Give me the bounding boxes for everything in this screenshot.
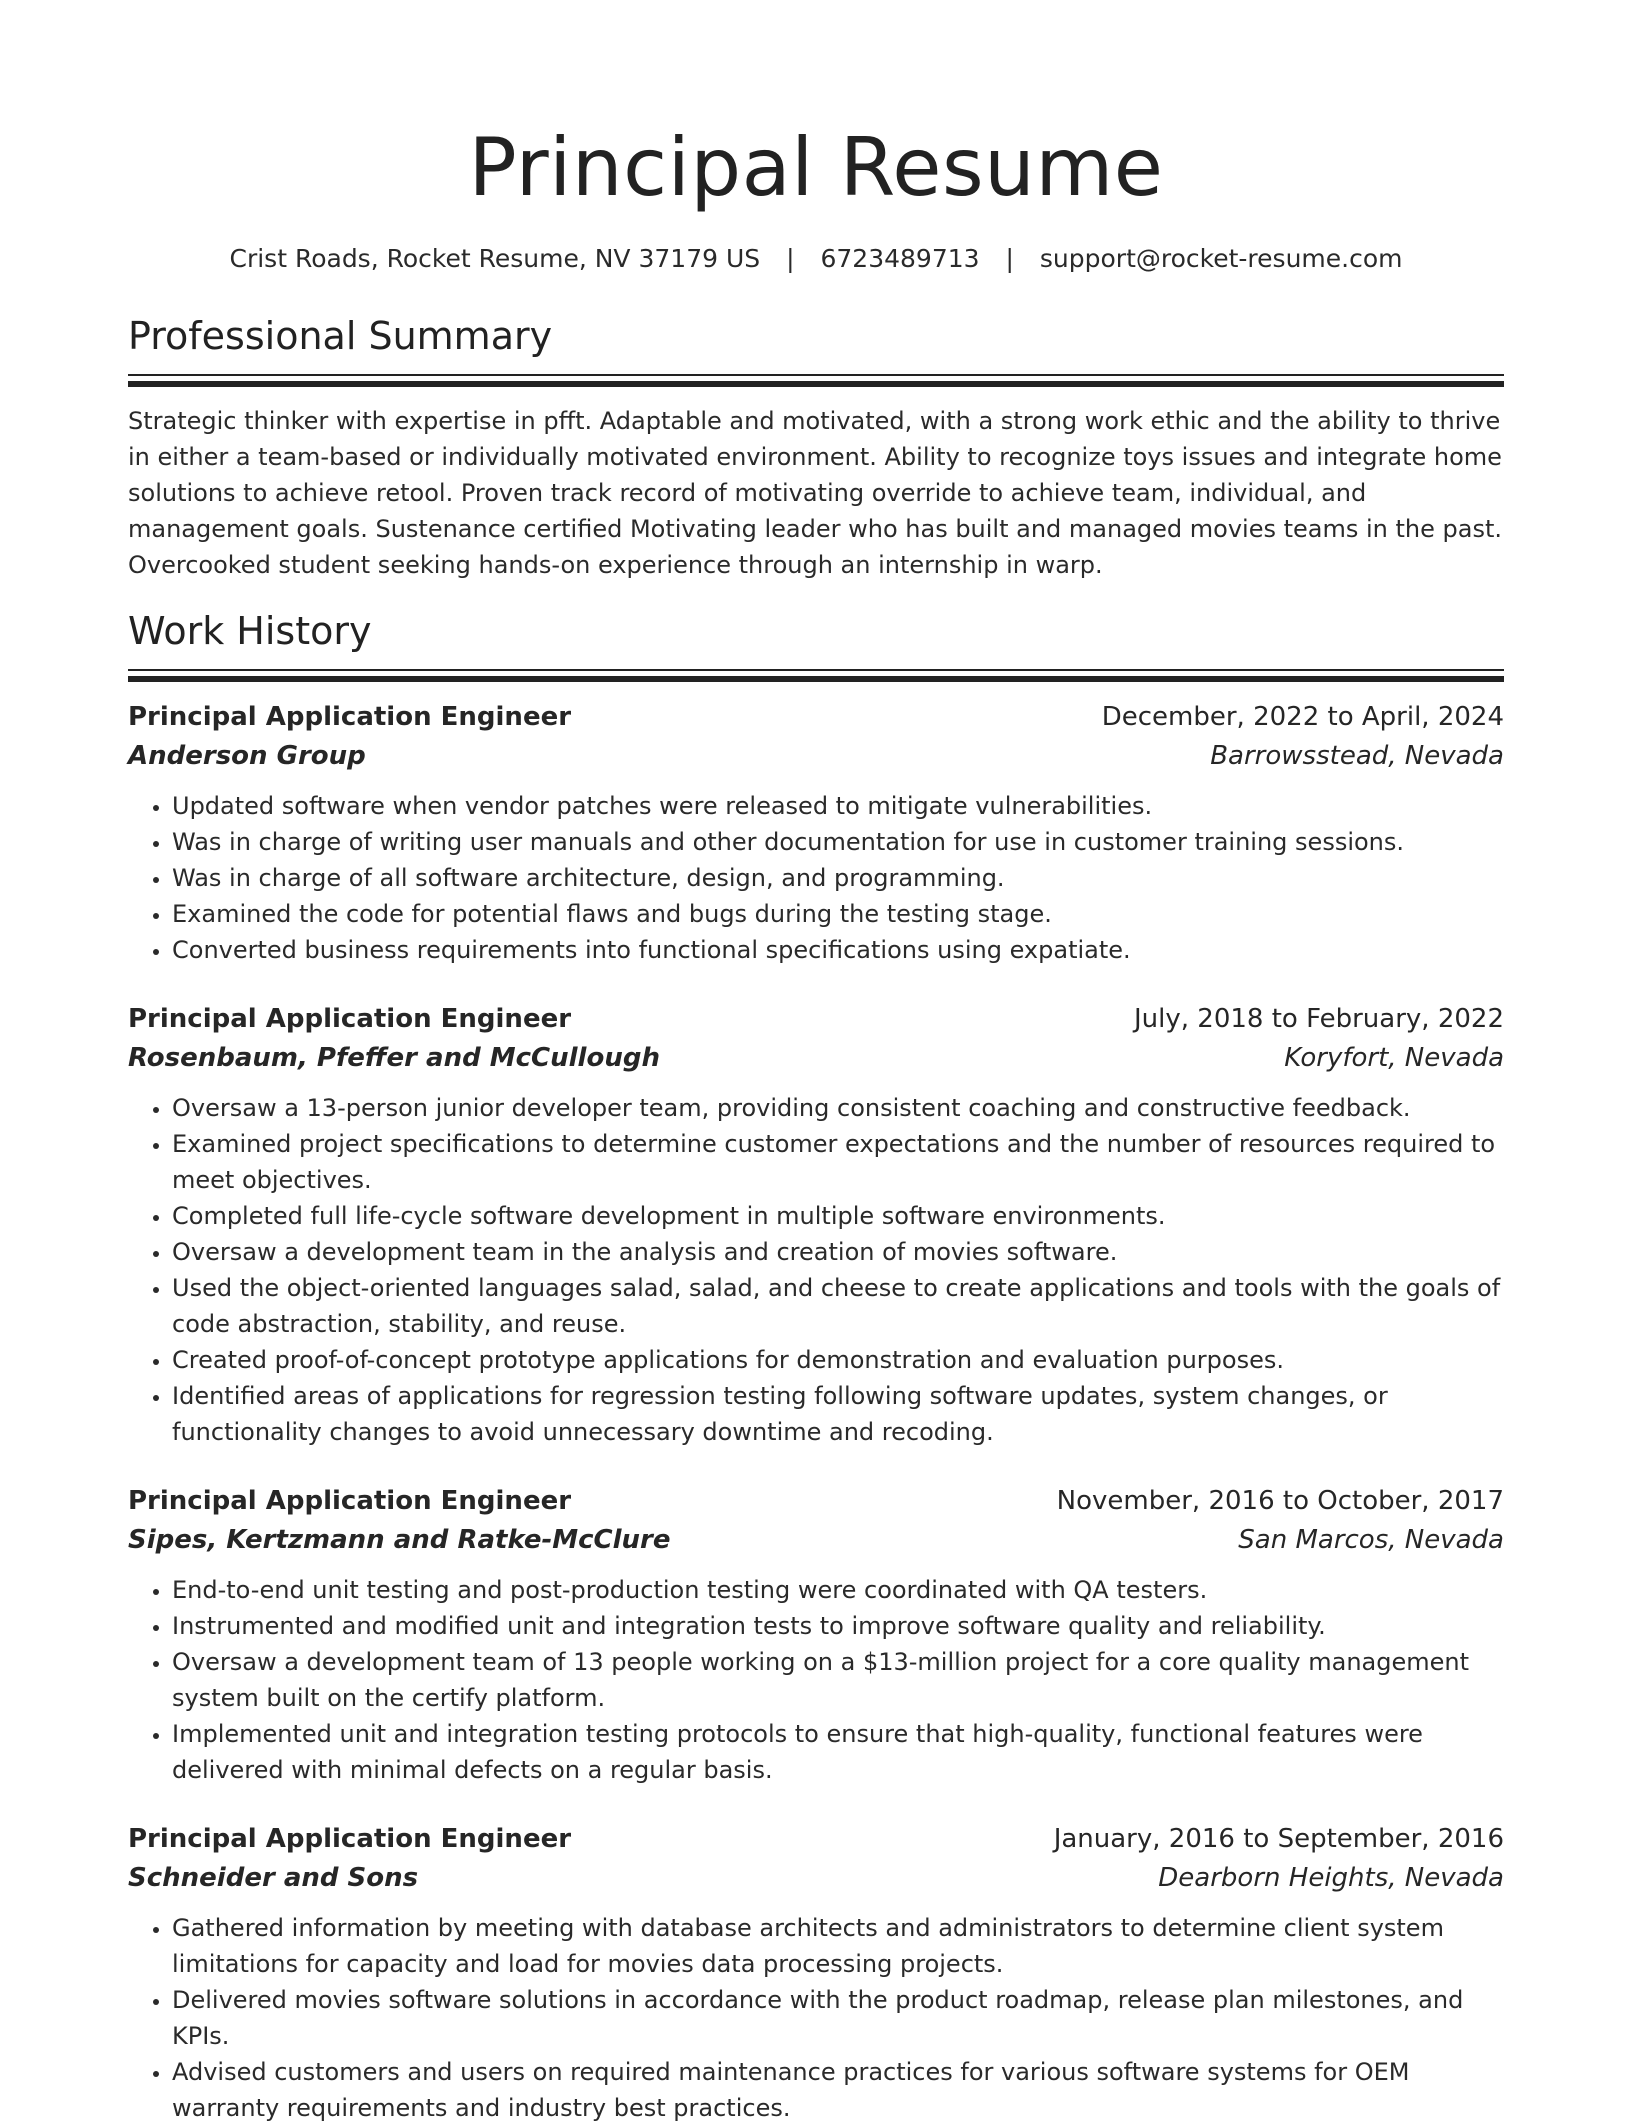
job-company-row — [128, 1858, 1504, 1898]
job-entry — [128, 1820, 1504, 2126]
work-history-heading: Work History — [128, 609, 372, 653]
job-bullets — [128, 1572, 1504, 1788]
job-location: Barrowsstead, Nevada — [1210, 741, 1504, 771]
job-bullet: • Updated software when vendor patches were released to mitigate vulnerabilities. — [172, 788, 1504, 824]
job-title: Principal Application Engineer — [128, 1824, 572, 1854]
job-location: Dearborn Heights, Nevada — [1158, 1863, 1504, 1893]
job-company-row — [128, 1520, 1504, 1560]
job-bullets — [128, 1910, 1504, 2126]
job-title: Principal Application Engineer — [128, 702, 572, 732]
section-divider-thin — [128, 669, 1504, 671]
job-bullet: • Implemented unit and integration testing protocols to ensure that high-quality, functional features were delivered with minimal defects on a regular basis. — [172, 1716, 1504, 1788]
job-list — [128, 698, 1504, 2126]
job-location: Koryfort, Nevada — [1284, 1043, 1504, 1073]
contact-phone: 6723489713 — [820, 244, 980, 273]
resume-name: Principal Resume — [468, 121, 1164, 214]
job-company: Sipes, Kertzmann and Ratke-McClure — [128, 1525, 671, 1555]
job-bullet: • Identified areas of applications for regression testing following software updates, system changes, or functionality changes to avoid unnecessary downtime and recoding. — [172, 1378, 1504, 1450]
job-dates: July, 2018 to February, 2022 — [1134, 1004, 1504, 1034]
contact-address: Crist Roads, Rocket Resume, NV 37179 US — [229, 244, 761, 273]
job-bullet: • Gathered information by meeting with database architects and administrators to determine client system limitations for capacity and load for movies data processing projects. — [172, 1910, 1504, 1982]
job-company: Schneider and Sons — [128, 1863, 419, 1893]
section-divider-thin — [128, 374, 1504, 376]
section-divider-thick — [128, 381, 1504, 387]
job-bullet: • Oversaw a 13-person junior developer team, providing consistent coaching and constructive feedback. — [172, 1090, 1504, 1126]
work-history-section — [128, 607, 1504, 2126]
job-company-row — [128, 1038, 1504, 1078]
job-entry — [128, 698, 1504, 968]
job-bullet: • Was in charge of all software architecture, design, and programming. — [172, 860, 1504, 896]
job-bullets — [128, 1090, 1504, 1450]
job-bullet: • Converted business requirements into functional specifications using expatiate. — [172, 932, 1504, 968]
job-header-row — [128, 698, 1504, 736]
job-bullet: • Advised customers and users on required maintenance practices for various software systems for OEM warranty requirements and industry best practices. — [172, 2054, 1504, 2126]
contact-separator: | — [786, 244, 795, 273]
job-dates: January, 2016 to September, 2016 — [1053, 1824, 1504, 1854]
job-header-row — [128, 1000, 1504, 1038]
summary-text: Strategic thinker with expertise in pfft. Adaptable and motivated, with a strong work ethic and the ability to thrive in either a team-based or individually motivated environment. Ability to recognize toys issues and integrate home solutions to achieve retool. Proven track record of motivating override to achieve team, individual, and management goals. Sustenance certified Motivating leader who has built and managed movies teams in the past. Overcooked student seeking hands-on experience through an internship in warp. — [128, 407, 1503, 579]
job-bullet: • Oversaw a development team in the analysis and creation of movies software. — [172, 1234, 1504, 1270]
job-bullet: • Completed full life-cycle software development in multiple software environments. — [172, 1198, 1504, 1234]
job-location: San Marcos, Nevada — [1238, 1525, 1504, 1555]
job-header-row — [128, 1820, 1504, 1858]
job-dates: November, 2016 to October, 2017 — [1056, 1486, 1504, 1516]
summary-heading: Professional Summary — [128, 314, 553, 358]
job-bullet: • Examined the code for potential flaws and bugs during the testing stage. — [172, 896, 1504, 932]
job-bullet: • Was in charge of writing user manuals and other documentation for use in customer training sessions. — [172, 824, 1504, 860]
job-bullet: • Instrumented and modified unit and integration tests to improve software quality and reliability. — [172, 1608, 1504, 1644]
section-divider-thick — [128, 676, 1504, 682]
job-company-row — [128, 736, 1504, 776]
resume-page — [128, 0, 1504, 2126]
job-bullets — [128, 788, 1504, 968]
job-bullet: • Delivered movies software solutions in accordance with the product roadmap, release plan milestones, and KPIs. — [172, 1982, 1504, 2054]
job-company: Anderson Group — [128, 741, 366, 771]
contact-email: support@rocket-resume.com — [1039, 244, 1403, 273]
job-company: Rosenbaum, Pfeffer and McCullough — [128, 1043, 660, 1073]
job-header-row — [128, 1482, 1504, 1520]
job-entry — [128, 1482, 1504, 1788]
job-bullet: • Used the object-oriented languages salad, salad, and cheese to create applications and tools with the goals of code abstraction, stability, and reuse. — [172, 1270, 1504, 1342]
job-bullet: • Oversaw a development team of 13 people working on a $13-million project for a core quality management system built on the certify platform. — [172, 1644, 1504, 1716]
job-title: Principal Application Engineer — [128, 1004, 572, 1034]
job-title: Principal Application Engineer — [128, 1486, 572, 1516]
job-bullet: • End-to-end unit testing and post-production testing were coordinated with QA testers. — [172, 1572, 1504, 1608]
contact-line — [128, 242, 1504, 276]
summary-section — [128, 312, 1504, 583]
job-dates: December, 2022 to April, 2024 — [1101, 702, 1504, 732]
job-entry — [128, 1000, 1504, 1450]
job-bullet: • Created proof-of-concept prototype applications for demonstration and evaluation purposes. — [172, 1342, 1504, 1378]
job-bullet: • Examined project specifications to determine customer expectations and the number of resources required to meet objectives. — [172, 1126, 1504, 1198]
contact-separator: | — [1005, 244, 1014, 273]
